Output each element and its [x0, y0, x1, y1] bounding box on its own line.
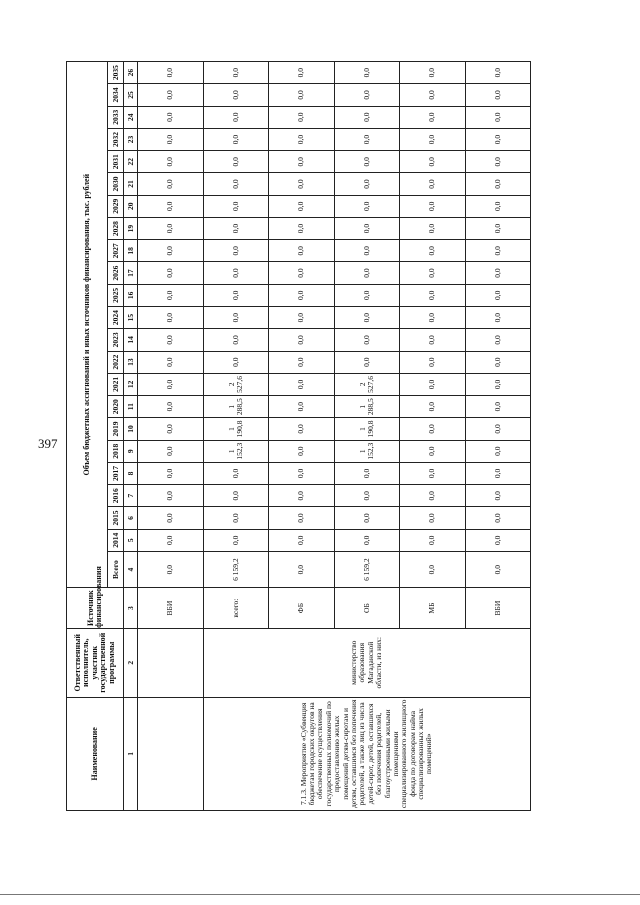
value-cell: 0,0 — [400, 106, 466, 128]
value-cell: 0,0 — [203, 329, 269, 351]
column-number: 18 — [124, 240, 138, 262]
total-cell: 0,0 — [400, 551, 466, 587]
value-cell: 0,0 — [203, 217, 269, 239]
value-cell: 0,0 — [465, 217, 531, 239]
header-year: 2030 — [108, 173, 124, 195]
header-year: 2024 — [108, 306, 124, 328]
value-cell: 0,0 — [269, 217, 335, 239]
value-cell: 0,0 — [203, 62, 269, 84]
value-cell: 0,0 — [138, 128, 204, 150]
value-cell: 0,0 — [203, 262, 269, 284]
column-number: 12 — [124, 373, 138, 395]
value-cell: 1 190,8 — [334, 418, 400, 440]
value-cell: 0,0 — [138, 306, 204, 328]
value-cell: 1 288,5 — [334, 396, 400, 418]
value-cell: 0,0 — [269, 84, 335, 106]
value-cell: 0,0 — [465, 440, 531, 462]
value-cell: 0,0 — [334, 240, 400, 262]
header-year: 2014 — [108, 529, 124, 551]
table-row — [203, 62, 269, 811]
value-cell: 0,0 — [334, 195, 400, 217]
value-cell: 1 152,3 — [334, 440, 400, 462]
value-cell: 0,0 — [203, 195, 269, 217]
value-cell: 0,0 — [400, 84, 466, 106]
column-number: 26 — [124, 62, 138, 84]
header-year: 2027 — [108, 240, 124, 262]
column-number: 1 — [124, 697, 138, 810]
value-cell: 0,0 — [138, 151, 204, 173]
source-cell: ФБ — [269, 588, 335, 628]
column-number: 20 — [124, 195, 138, 217]
value-cell: 0,0 — [465, 485, 531, 507]
value-cell: 0,0 — [400, 151, 466, 173]
value-cell: 0,0 — [203, 306, 269, 328]
header-year: 2028 — [108, 217, 124, 239]
value-cell: 0,0 — [334, 329, 400, 351]
value-cell: 0,0 — [465, 284, 531, 306]
value-cell: 0,0 — [269, 507, 335, 529]
column-number: 10 — [124, 418, 138, 440]
value-cell: 0,0 — [400, 284, 466, 306]
value-cell: 0,0 — [269, 306, 335, 328]
value-cell: 0,0 — [138, 507, 204, 529]
header-year: 2020 — [108, 396, 124, 418]
value-cell: 1 152,3 — [203, 440, 269, 462]
value-cell: 0,0 — [334, 462, 400, 484]
column-number: 16 — [124, 284, 138, 306]
value-cell: 0,0 — [269, 151, 335, 173]
value-cell: 0,0 — [269, 351, 335, 373]
header-year: 2034 — [108, 84, 124, 106]
value-cell: 0,0 — [465, 462, 531, 484]
source-cell: ВБИ — [138, 588, 204, 628]
value-cell: 0,0 — [203, 106, 269, 128]
value-cell: 0,0 — [400, 396, 466, 418]
value-cell: 0,0 — [203, 284, 269, 306]
value-cell: 0,0 — [334, 485, 400, 507]
value-cell: 0,0 — [203, 507, 269, 529]
table-row — [138, 62, 204, 811]
measure-name: 7.1.3. Мероприятие «Субвенция бюджетам городских округов на обеспечение осуществления государственных полномочий по предоставлению жилых помещений детям-сиротам и детям, оставшимся без попечения родителей, а также лиц из числа детей-сирот, детей, оставшихся без попечения родителей, благоустроенными жилыми помещениями специализированного жилищного фонда по договорам найма специализированных жилых помещений» — [203, 697, 531, 810]
value-cell: 0,0 — [138, 329, 204, 351]
value-cell: 0,0 — [465, 262, 531, 284]
total-cell: 6 159,2 — [334, 551, 400, 587]
value-cell: 0,0 — [334, 128, 400, 150]
value-cell: 0,0 — [465, 151, 531, 173]
value-cell: 0,0 — [203, 485, 269, 507]
value-cell: 0,0 — [269, 128, 335, 150]
column-number: 6 — [124, 507, 138, 529]
column-number: 24 — [124, 106, 138, 128]
value-cell: 0,0 — [334, 173, 400, 195]
column-number: 8 — [124, 462, 138, 484]
value-cell: 0,0 — [400, 329, 466, 351]
header-year: 2021 — [108, 373, 124, 395]
measure-responsible: министерство образования Магаданской области, из них: — [203, 628, 531, 697]
value-cell: 0,0 — [400, 529, 466, 551]
value-cell: 0,0 — [334, 217, 400, 239]
source-cell: ОБ — [334, 588, 400, 628]
value-cell: 0,0 — [465, 173, 531, 195]
value-cell: 0,0 — [334, 284, 400, 306]
value-cell: 0,0 — [203, 151, 269, 173]
header-year: 2022 — [108, 351, 124, 373]
value-cell: 0,0 — [465, 418, 531, 440]
header-year: 2018 — [108, 440, 124, 462]
value-cell: 0,0 — [400, 262, 466, 284]
total-cell: 6 159,2 — [203, 551, 269, 587]
value-cell: 0,0 — [138, 195, 204, 217]
value-cell: 0,0 — [334, 262, 400, 284]
value-cell: 0,0 — [203, 351, 269, 373]
value-cell: 0,0 — [203, 462, 269, 484]
column-number: 11 — [124, 396, 138, 418]
value-cell: 0,0 — [334, 306, 400, 328]
column-number: 5 — [124, 529, 138, 551]
value-cell: 2 527,6 — [203, 373, 269, 395]
value-cell: 0,0 — [138, 173, 204, 195]
value-cell: 0,0 — [138, 418, 204, 440]
value-cell: 0,0 — [465, 329, 531, 351]
value-cell: 0,0 — [138, 529, 204, 551]
source-cell: ВБИ — [465, 588, 531, 628]
value-cell: 0,0 — [269, 106, 335, 128]
value-cell: 0,0 — [203, 173, 269, 195]
value-cell: 0,0 — [269, 262, 335, 284]
value-cell: 0,0 — [334, 529, 400, 551]
value-cell: 0,0 — [400, 240, 466, 262]
column-number: 22 — [124, 151, 138, 173]
value-cell: 0,0 — [269, 284, 335, 306]
column-number: 15 — [124, 306, 138, 328]
header-year: 2015 — [108, 507, 124, 529]
value-cell: 0,0 — [400, 462, 466, 484]
column-number: 14 — [124, 329, 138, 351]
column-number: 4 — [124, 551, 138, 587]
total-cell: 0,0 — [269, 551, 335, 587]
value-cell: 0,0 — [465, 195, 531, 217]
value-cell: 0,0 — [400, 440, 466, 462]
value-cell: 0,0 — [465, 351, 531, 373]
column-number: 25 — [124, 84, 138, 106]
value-cell: 0,0 — [269, 373, 335, 395]
value-cell: 0,0 — [269, 529, 335, 551]
value-cell: 0,0 — [269, 195, 335, 217]
value-cell: 0,0 — [138, 440, 204, 462]
funding-table — [66, 61, 531, 811]
header-year: 2017 — [108, 462, 124, 484]
empty-cell — [138, 628, 204, 697]
value-cell: 0,0 — [465, 396, 531, 418]
value-cell: 0,0 — [465, 373, 531, 395]
column-number: 9 — [124, 440, 138, 462]
column-number: 19 — [124, 217, 138, 239]
value-cell: 0,0 — [334, 151, 400, 173]
value-cell: 0,0 — [203, 84, 269, 106]
value-cell: 0,0 — [334, 351, 400, 373]
column-number: 2 — [124, 628, 138, 697]
value-cell: 0,0 — [400, 62, 466, 84]
value-cell: 0,0 — [400, 195, 466, 217]
header-funding: Объем бюджетных ассигнований и иных источников финансирования, тыс. рублей — [67, 62, 108, 588]
value-cell: 0,0 — [465, 106, 531, 128]
value-cell: 0,0 — [400, 373, 466, 395]
header-name: Наименование — [67, 697, 124, 810]
header-year: 2026 — [108, 262, 124, 284]
value-cell: 0,0 — [465, 529, 531, 551]
value-cell: 0,0 — [138, 284, 204, 306]
value-cell: 0,0 — [138, 351, 204, 373]
value-cell: 0,0 — [269, 240, 335, 262]
value-cell: 2 527,6 — [334, 373, 400, 395]
header-year: 2032 — [108, 128, 124, 150]
value-cell: 1 190,8 — [203, 418, 269, 440]
value-cell: 0,0 — [269, 173, 335, 195]
header-year: 2025 — [108, 284, 124, 306]
value-cell: 0,0 — [334, 62, 400, 84]
value-cell: 0,0 — [400, 418, 466, 440]
value-cell: 0,0 — [400, 128, 466, 150]
header-year: 2029 — [108, 195, 124, 217]
value-cell: 0,0 — [203, 128, 269, 150]
column-number: 23 — [124, 128, 138, 150]
header-year: 2023 — [108, 329, 124, 351]
value-cell: 0,0 — [269, 440, 335, 462]
value-cell: 0,0 — [269, 62, 335, 84]
value-cell: 0,0 — [400, 351, 466, 373]
column-number: 21 — [124, 173, 138, 195]
value-cell: 0,0 — [400, 217, 466, 239]
column-number: 13 — [124, 351, 138, 373]
value-cell: 0,0 — [138, 396, 204, 418]
header-year: 2033 — [108, 106, 124, 128]
page-number: 397 — [38, 436, 58, 451]
header-responsible: Ответственный исполнитель, участник государственной программы — [67, 628, 124, 697]
value-cell: 0,0 — [465, 240, 531, 262]
value-cell: 0,0 — [138, 217, 204, 239]
total-cell: 0,0 — [138, 551, 204, 587]
value-cell: 0,0 — [465, 306, 531, 328]
value-cell: 0,0 — [269, 329, 335, 351]
value-cell: 0,0 — [465, 84, 531, 106]
value-cell: 0,0 — [269, 418, 335, 440]
page-bottom-rule — [0, 894, 640, 895]
header-total: Всего — [108, 551, 124, 587]
value-cell: 0,0 — [269, 396, 335, 418]
value-cell: 0,0 — [203, 529, 269, 551]
value-cell: 0,0 — [465, 128, 531, 150]
value-cell: 0,0 — [138, 106, 204, 128]
value-cell: 0,0 — [400, 485, 466, 507]
value-cell: 0,0 — [400, 507, 466, 529]
value-cell: 0,0 — [138, 462, 204, 484]
value-cell: 0,0 — [334, 106, 400, 128]
header-year: 2019 — [108, 418, 124, 440]
empty-cell — [138, 697, 204, 810]
value-cell: 0,0 — [269, 485, 335, 507]
column-number: 7 — [124, 485, 138, 507]
column-number: 17 — [124, 262, 138, 284]
value-cell: 0,0 — [334, 507, 400, 529]
source-cell: МБ — [400, 588, 466, 628]
header-year: 2031 — [108, 151, 124, 173]
header-year: 2016 — [108, 485, 124, 507]
value-cell: 0,0 — [138, 485, 204, 507]
header-year: 2035 — [108, 62, 124, 84]
header-source: Источник финансирования — [67, 588, 124, 628]
value-cell: 0,0 — [465, 62, 531, 84]
value-cell: 0,0 — [465, 507, 531, 529]
source-cell: всего: — [203, 588, 269, 628]
column-number: 3 — [124, 588, 138, 628]
value-cell: 0,0 — [334, 84, 400, 106]
rotated-table-container — [66, 61, 531, 811]
value-cell: 0,0 — [269, 462, 335, 484]
value-cell: 0,0 — [400, 306, 466, 328]
value-cell: 0,0 — [203, 240, 269, 262]
value-cell: 0,0 — [138, 373, 204, 395]
value-cell: 0,0 — [400, 173, 466, 195]
value-cell: 0,0 — [138, 240, 204, 262]
value-cell: 0,0 — [138, 84, 204, 106]
total-cell: 0,0 — [465, 551, 531, 587]
value-cell: 1 288,5 — [203, 396, 269, 418]
value-cell: 0,0 — [138, 262, 204, 284]
value-cell: 0,0 — [138, 62, 204, 84]
